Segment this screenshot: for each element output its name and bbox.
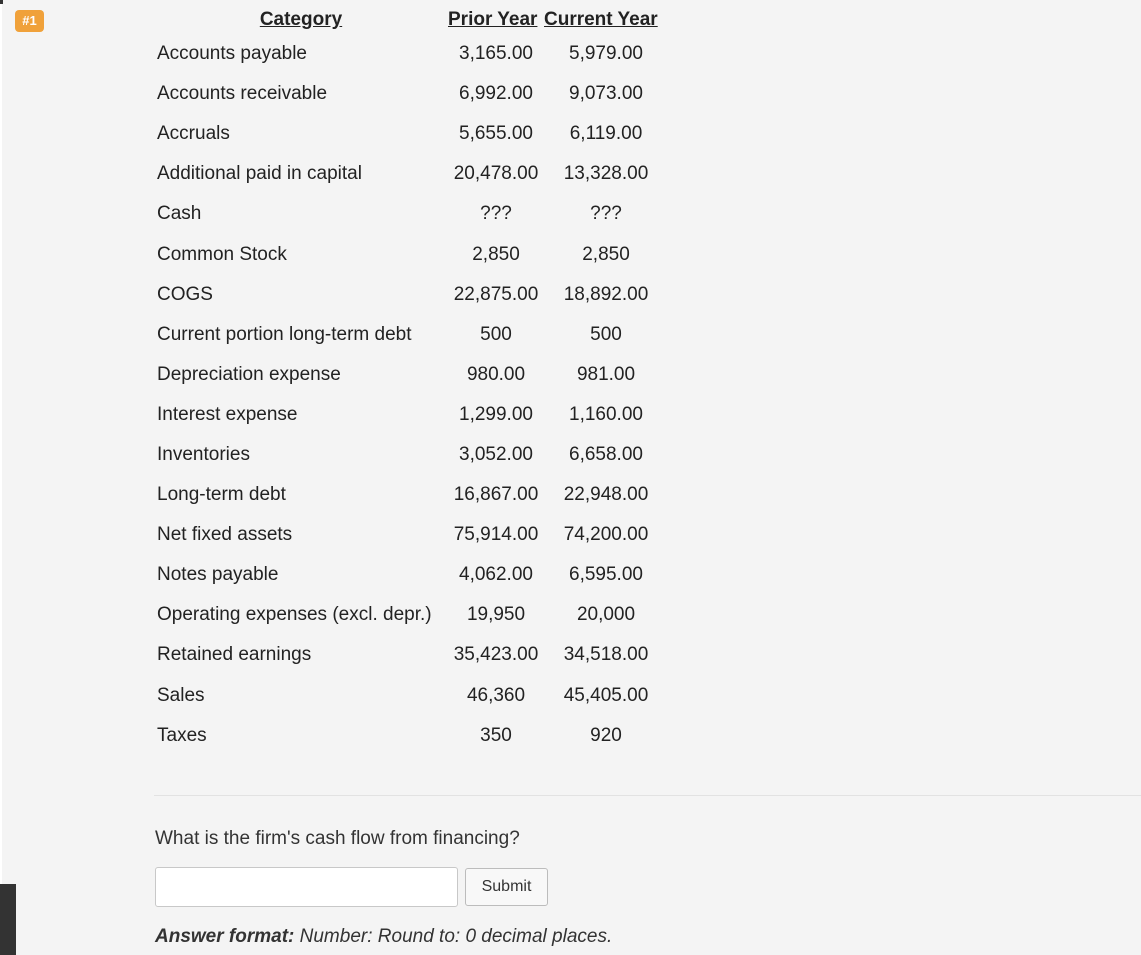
row-category: Accruals [157,123,230,145]
row-category: Net fixed assets [157,524,293,546]
row-current-year: 920 [590,724,622,746]
answer-format-value: Number: Round to: 0 decimal places. [299,926,613,947]
row-category: Long-term debt [157,484,286,506]
row-current-year: 5,979.00 [569,43,643,65]
table-row [154,555,668,595]
row-current-year: 981.00 [576,363,636,385]
row-prior-year: 20,478.00 [453,163,539,185]
table-row [154,234,668,274]
row-prior-year: 2,850 [472,243,520,265]
row-category: COGS [157,283,213,305]
row-current-year: 20,000 [576,604,636,626]
row-prior-year: 980.00 [466,363,526,385]
row-current-year: 13,328.00 [563,163,649,185]
row-category: Inventories [157,443,250,465]
row-category: Operating expenses (excl. depr.) [157,604,432,626]
problem-number-badge: #1 [15,10,44,32]
table-row [154,676,668,716]
row-category: Sales [157,684,205,706]
header-category: Category [259,9,343,30]
table-row [154,315,668,355]
header-prior-year: Prior Year [448,9,538,30]
table-row [154,475,668,515]
table-row [154,114,668,154]
submit-button[interactable]: Submit [465,868,548,906]
table-row [154,716,668,756]
row-current-year: 6,119.00 [569,123,643,145]
table-header-row [154,6,668,34]
row-category: Accounts payable [157,43,307,65]
row-prior-year: 350 [480,724,512,746]
row-category: Retained earnings [157,644,312,666]
table-row [154,355,668,395]
row-prior-year: 1,299.00 [459,403,533,425]
table-row [154,154,668,194]
row-current-year: 22,948.00 [563,484,649,506]
table-row [154,275,668,315]
row-current-year: ??? [590,203,622,225]
row-prior-year: 35,423.00 [453,644,539,666]
table-row [154,635,668,675]
section-divider [154,795,1141,796]
row-category: Accounts receivable [157,83,328,105]
row-prior-year: 6,992.00 [459,83,533,105]
row-prior-year: 19,950 [466,604,526,626]
row-prior-year: 500 [480,323,512,345]
answer-input[interactable] [155,867,458,907]
row-prior-year: ??? [480,203,512,225]
left-edge-bar [0,884,16,955]
table-row [154,395,668,435]
row-category: Notes payable [157,564,279,586]
row-prior-year: 75,914.00 [453,524,539,546]
row-category: Common Stock [157,243,287,265]
table-row [154,74,668,114]
row-current-year: 18,892.00 [563,283,649,305]
row-category: Depreciation expense [157,363,341,385]
row-current-year: 9,073.00 [569,83,643,105]
row-prior-year: 16,867.00 [453,484,539,506]
row-current-year: 34,518.00 [563,644,649,666]
row-category: Current portion long-term debt [157,323,412,345]
answer-format-note [155,926,612,948]
header-current-year: Current Year [544,9,658,30]
row-prior-year: 4,062.00 [459,564,533,586]
row-current-year: 2,850 [582,243,630,265]
problem-panel [2,0,1141,955]
row-prior-year: 3,052.00 [459,443,533,465]
row-category: Additional paid in capital [157,163,362,185]
row-category: Taxes [157,724,207,746]
row-category: Interest expense [157,403,298,425]
table-body [154,34,668,756]
row-current-year: 6,658.00 [569,443,643,465]
row-prior-year: 5,655.00 [459,123,533,145]
table-row [154,34,668,74]
table-row [154,515,668,555]
question-text: What is the firm's cash flow from financing? [155,828,520,849]
row-prior-year: 3,165.00 [459,43,533,65]
row-current-year: 1,160.00 [569,403,643,425]
row-prior-year: 46,360 [466,684,526,706]
row-current-year: 500 [590,323,622,345]
row-current-year: 6,595.00 [569,564,643,586]
financial-data-table [154,6,668,756]
row-category: Cash [157,203,202,225]
top-edge-mark [0,0,3,4]
table-row [154,435,668,475]
answer-format-label: Answer format: [155,926,295,947]
table-row [154,595,668,635]
table-row [154,194,668,234]
row-current-year: 74,200.00 [563,524,649,546]
row-current-year: 45,405.00 [563,684,649,706]
row-prior-year: 22,875.00 [453,283,539,305]
